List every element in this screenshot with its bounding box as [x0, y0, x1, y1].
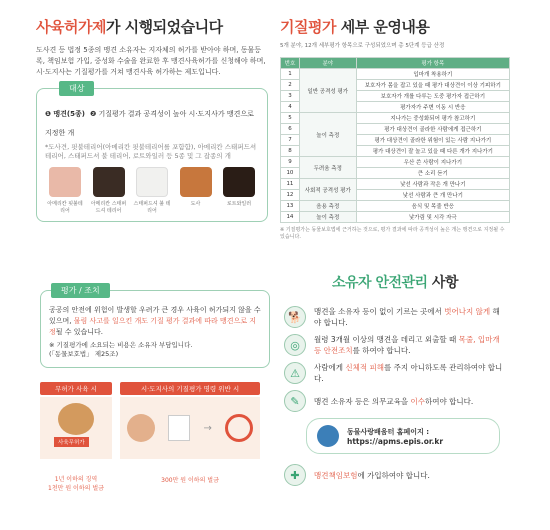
- stamp-badge: 사육무허가: [54, 437, 89, 447]
- safety-item: ◎ 월령 3개월 이상의 맹견을 데리고 외출할 때 목줄, 입마개 등 안전조치를 하여야 합니다.: [284, 334, 506, 356]
- penalty-caption-1: 1년 이하의 징역 1천만 원 이하의 벌금: [48, 476, 104, 492]
- safety-item: ⚠ 사람에게 신체적 피해를 주지 아니하도록 관리하여야 합니다.: [284, 362, 506, 384]
- table-row: 10 큰 소리 듣기: [281, 168, 510, 179]
- safety-title: 소유자 안전관리 사항: [332, 275, 458, 291]
- walk-icon: 🐕: [284, 306, 306, 328]
- penalty-box-1: [40, 382, 112, 493]
- col-header-item: 평가 항목: [356, 58, 509, 69]
- safety-item: ✎ 맹견 소유자 등은 의무교육을 이수하여야 합니다.: [284, 390, 506, 412]
- penalty-illustration-1: [40, 397, 112, 459]
- arrow-icon: →: [203, 422, 212, 434]
- dog-label: 로트와일러: [226, 201, 252, 207]
- eval-detail-title: 기질평가 세부 운영내용: [280, 18, 430, 36]
- target-item-2: ❷ 기질평가 결과 공격성이 높아 시·도지사가 맹견으로 지정한 개: [45, 110, 254, 137]
- permit-title: 사육허가제가 시행되었습니다: [36, 18, 223, 36]
- dog-photo: [93, 167, 125, 197]
- eval-footnote: ※ 기질평가는 동물보호법에 근거하는 것으로, 평가 결과에 따라 공격성이 높은 개는 맹견으로 지정될 수 있습니다.: [280, 227, 505, 240]
- penalty-box-2: [120, 382, 260, 493]
- table-row: 2 보호자가 몸을 잡고 있을 때 평가 대상견이 이상 기피하기: [281, 80, 510, 91]
- permit-card: [36, 10, 268, 258]
- table-row: 9 두려움 측정 우산 쓴 사람이 지나가기: [281, 157, 510, 168]
- table-row: 4 평가자가 주변 이동 시 반응: [281, 102, 510, 113]
- shield-icon: ⚠: [284, 362, 306, 384]
- table-row: 8 평가 대상견이 잘 놀고 있을 때 다른 개가 지나가기: [281, 146, 510, 157]
- dog-photo: [49, 167, 81, 197]
- target-box: [36, 84, 268, 222]
- dog-item: [89, 167, 129, 215]
- table-row: 11 사회적 공격성 평가 낯선 사람과 작은 개 만나기: [281, 179, 510, 190]
- target-item-1: ❶ 맹견(5종): [45, 110, 85, 118]
- megaphone-icon: [127, 414, 155, 442]
- globe-icon: [317, 425, 339, 447]
- penalty-header-2: 시·도지사의 기질평가 명령 위반 시: [120, 382, 260, 395]
- dog-label: 스태퍼드셔 불 테리어: [133, 201, 171, 214]
- dog-photo: [223, 167, 255, 197]
- table-row: 12 낯선 사람과 큰 개 만나기: [281, 190, 510, 201]
- owner-safety-card: [280, 268, 510, 526]
- eval-label: 평가 / 조치: [51, 283, 110, 298]
- website-url[interactable]: https://apms.epis.or.kr: [347, 436, 444, 446]
- dog-stamp-icon: [58, 403, 94, 435]
- table-row: 6 평가 대상견이 골라한 사람에게 접근하기: [281, 124, 510, 135]
- eval-table: [280, 57, 510, 223]
- document-icon: [168, 415, 190, 441]
- eval-table-wrapper: [280, 57, 510, 223]
- table-row: 5 놀이 측정 지나가는 중성화되어 평가 참고하기: [281, 113, 510, 124]
- dog-label: 도사: [190, 201, 201, 207]
- table-row: 13 음용 측정 음식 및 목줄 반응: [281, 201, 510, 212]
- dog-gallery: [45, 167, 259, 215]
- dog-item: [176, 167, 216, 215]
- insurance-icon: ✚: [284, 464, 306, 486]
- penalty-caption-2: 300만 원 이하의 벌금: [161, 477, 219, 484]
- eval-note: ※ 기질평가에 소요되는 비용은 소유자 부담입니다.: [49, 341, 193, 349]
- safety-list: [280, 306, 510, 412]
- col-header-category: 분야: [299, 58, 356, 69]
- eval-law: (「동물보호법」 제25조): [49, 350, 119, 358]
- dog-item: [219, 167, 259, 215]
- dog-photo: [180, 167, 212, 197]
- insurance-item: ✚ 맹견책임보험에 가입하여야 합니다.: [280, 464, 510, 486]
- penalty-header-1: 무허가 사육 시: [40, 382, 112, 395]
- website-box: [306, 418, 500, 454]
- table-row: 7 평가 대상견이 골라한 위험이 있는 사람 지나가기: [281, 135, 510, 146]
- target-label: 대상: [59, 81, 94, 96]
- website-label: 동물사랑배움터 홈페이지 :: [347, 427, 430, 436]
- evaluation-card: [40, 286, 270, 522]
- safety-item: 🐕 맹견을 소유자 등이 없이 기르는 곳에서 벗어나지 않게 해야 합니다.: [284, 306, 506, 328]
- permit-intro: 도사견 등 법정 5종의 맹견 소유자는 지자체의 허가를 받아야 하며, 동물등록, 책임보험 가입, 중성화 수술을 완료한 후 맹견사육허가를 신청해야 하며, 시·도지사는 기질평가를 거쳐 맹견사육 허가하는 제도입니다.: [36, 46, 266, 76]
- eval-text: 공공의 안전에 위험이 발생할 우려가 큰 경우 사육이 허가되지 않을 수 있으며, 물림 사고를 일으킨 개도 기질 평가 결과에 따라 맹견으로 지정될 수 있습니다.: [49, 306, 261, 336]
- dog-photo: [136, 167, 168, 197]
- eval-detail-subtitle: 5개 분야, 12개 세부평가 항목으로 구성되었으며 총 5단계 등급 산정: [280, 43, 445, 49]
- dog-label: 아메리칸 스태퍼드셔 테리어: [90, 201, 127, 214]
- col-header-no: 번호: [281, 58, 300, 69]
- dog-label: 아메리칸 핏불테리어: [47, 201, 83, 214]
- dog-item: [45, 167, 85, 215]
- prohibited-icon: [225, 414, 253, 442]
- table-row: 3 보호자가 개를 다루는 도중 평가자 접근하기: [281, 91, 510, 102]
- table-row: 14 놀이 측정 낯가림 및 시각 자극: [281, 212, 510, 223]
- dog-item: [132, 167, 172, 215]
- muzzle-icon: ◎: [284, 334, 306, 356]
- evaluation-detail-card: [280, 10, 510, 260]
- book-icon: ✎: [284, 390, 306, 412]
- penalty-row: [40, 382, 270, 493]
- eval-box: [40, 286, 270, 368]
- target-note: *도사견, 핏불테리어(아메리칸 핏불테리어를 포함함), 아메리칸 스태퍼드셔 테리어, 스태퍼드셔 불 테리어, 로트와일러 등 5종 및 그 잡종의 개: [45, 143, 257, 160]
- table-row: 1 일반 공격성 평가 입마개 착용하기: [281, 69, 510, 80]
- penalty-illustration-2: [120, 397, 260, 459]
